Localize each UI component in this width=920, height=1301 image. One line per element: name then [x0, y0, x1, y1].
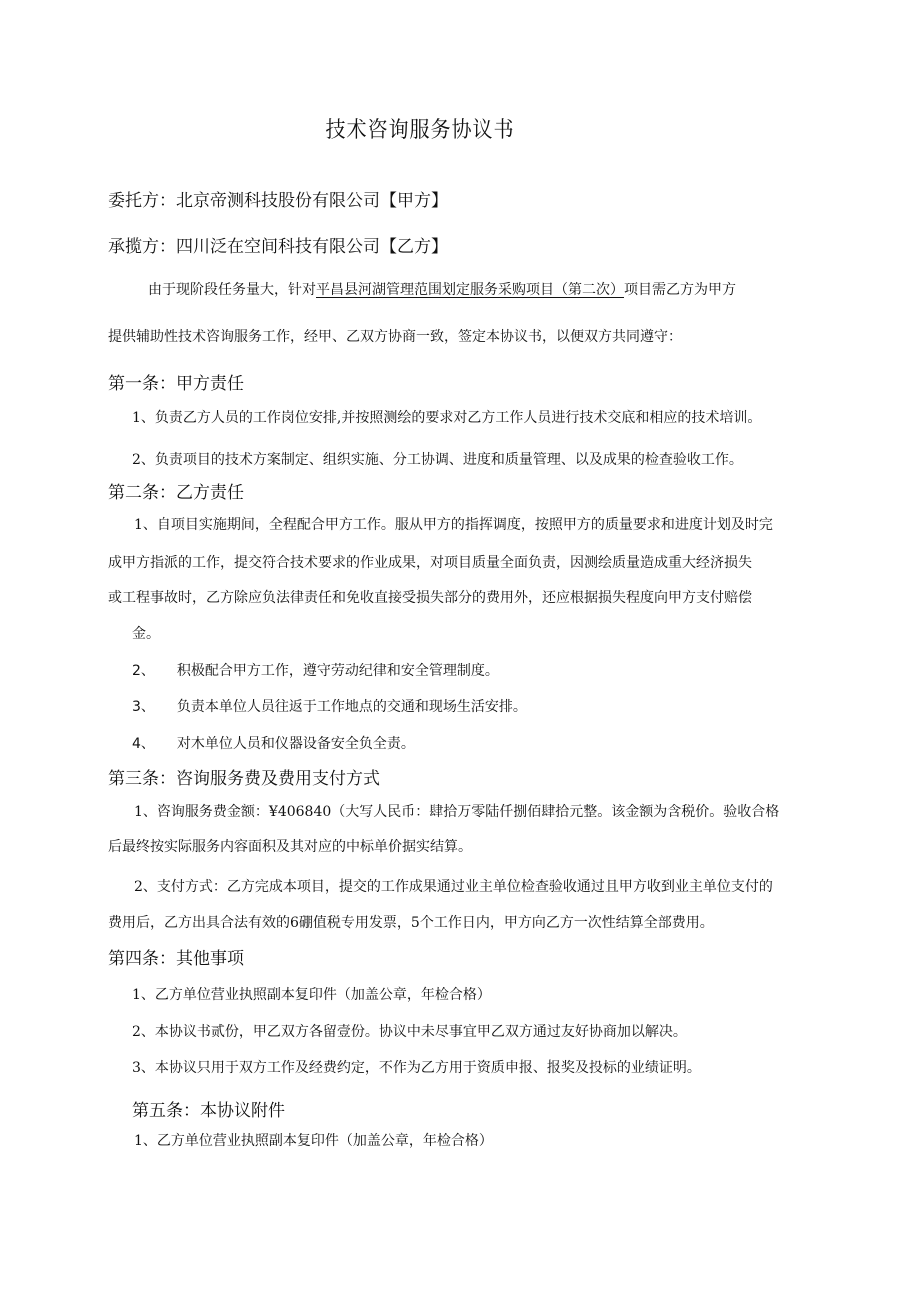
article-2-item-1-line-3: 或工程事故时，乙方除应负法律责任和免收直接受损失部分的费用外，还应根据损失程度向甲方支付赔偿	[108, 590, 752, 606]
article-3-item-1-line-1: 1、咨询服务费金额：¥406840（大写人民币：肆拾万零陆仟捌佰肆拾元整。该金额为含税价。验收合格	[134, 804, 780, 820]
article-3-item-1-line-2: 后最终按实际服务内容面积及其对应的中标单价据实结算。	[108, 839, 472, 855]
article-2-item-1-line-4: 金。	[132, 626, 160, 642]
document-title: 技术咨询服务协议书	[325, 118, 515, 143]
item-number: 4、	[132, 736, 155, 752]
intro-line-1	[148, 279, 736, 299]
article-2-item-2	[132, 660, 499, 680]
article-3-item-2-line-1: 2、支付方式：乙方完成本项目，提交的工作成果通过业主单位检查验收通过且甲方收到业主单位支付的	[134, 879, 773, 895]
article-2-heading: 第二条：乙方责任	[108, 483, 244, 503]
intro-post: 项目需乙方为甲方	[624, 282, 736, 298]
intro-project: 平昌县河湖管理范围划定服务采购项目（第二次）	[316, 282, 624, 298]
article-4-item-1: 1、乙方单位营业执照副本复印件（加盖公章，年检合格）	[132, 987, 491, 1003]
article-3-item-2-line-2: 费用后，乙方出具合法有效的6硼值税专用发票，5个工作日内，甲方向乙方一次性结算全部费用。	[108, 915, 714, 931]
article-3-heading: 第三条：咨询服务费及费用支付方式	[108, 769, 380, 789]
item-text: 负责本单位人员往返于工作地点的交通和现场生活安排。	[176, 699, 527, 715]
article-2-item-3	[132, 696, 527, 716]
intro-line-2: 提供辅助性技术咨询服务工作，经甲、乙双方协商一致，签定本协议书，以便双方共同遵守：	[108, 329, 682, 345]
article-2-item-1-line-1: 1、自项目实施期间，全程配合甲方工作。服从甲方的指挥调度，按照甲方的质量要求和进度计划及时完	[134, 517, 773, 533]
article-5-item-1: 1、乙方单位营业执照副本复印件（加盖公章，年检合格）	[134, 1133, 493, 1149]
item-text: 积极配合甲方工作，遵守劳动纪律和安全管理制度。	[176, 663, 499, 679]
client-label: 委托方：	[108, 191, 176, 211]
client-name: 北京帝测科技股份有限公司【甲方】	[176, 191, 448, 211]
contractor-label: 承揽方：	[108, 237, 176, 257]
article-4-item-2: 2、本协议书贰份，甲乙双方各留壹份。协议中未尽事宜甲乙双方通过友好协商加以解决。	[132, 1024, 687, 1040]
article-4-item-3: 3、本协议只用于双方工作及经费约定，不作为乙方用于资质申报、报奖及投标的业绩证明。	[132, 1060, 701, 1076]
contractor-name: 四川泛在空间科技有限公司【乙方】	[176, 237, 448, 257]
item-text: 对木单位人员和仪器设备安全负全责。	[176, 736, 415, 752]
article-2-item-4	[132, 733, 415, 753]
item-number: 2、	[132, 663, 155, 679]
client-line	[108, 186, 448, 211]
intro-pre: 由于现阶段任务量大，针对	[148, 282, 316, 298]
article-4-heading: 第四条：其他事项	[108, 949, 244, 969]
contractor-line	[108, 232, 448, 257]
article-5-heading: 第五条：本协议附件	[132, 1101, 285, 1121]
article-1-item-1: 1、负责乙方人员的工作岗位安排,并按照测绘的要求对乙方工作人员进行技术交底和相应的技术培训。	[132, 410, 762, 426]
article-1-item-2: 2、负责项目的技术方案制定、组织实施、分工协调、进度和质量管理、以及成果的检查验收工作。	[132, 452, 743, 468]
article-2-item-1-line-2: 成甲方指派的工作，提交符合技术要求的作业成果，对项目质量全面负责，因测绘质量造成重大经济损失	[108, 555, 752, 571]
item-number: 3、	[132, 699, 155, 715]
article-1-heading: 第一条：甲方责任	[108, 374, 244, 394]
